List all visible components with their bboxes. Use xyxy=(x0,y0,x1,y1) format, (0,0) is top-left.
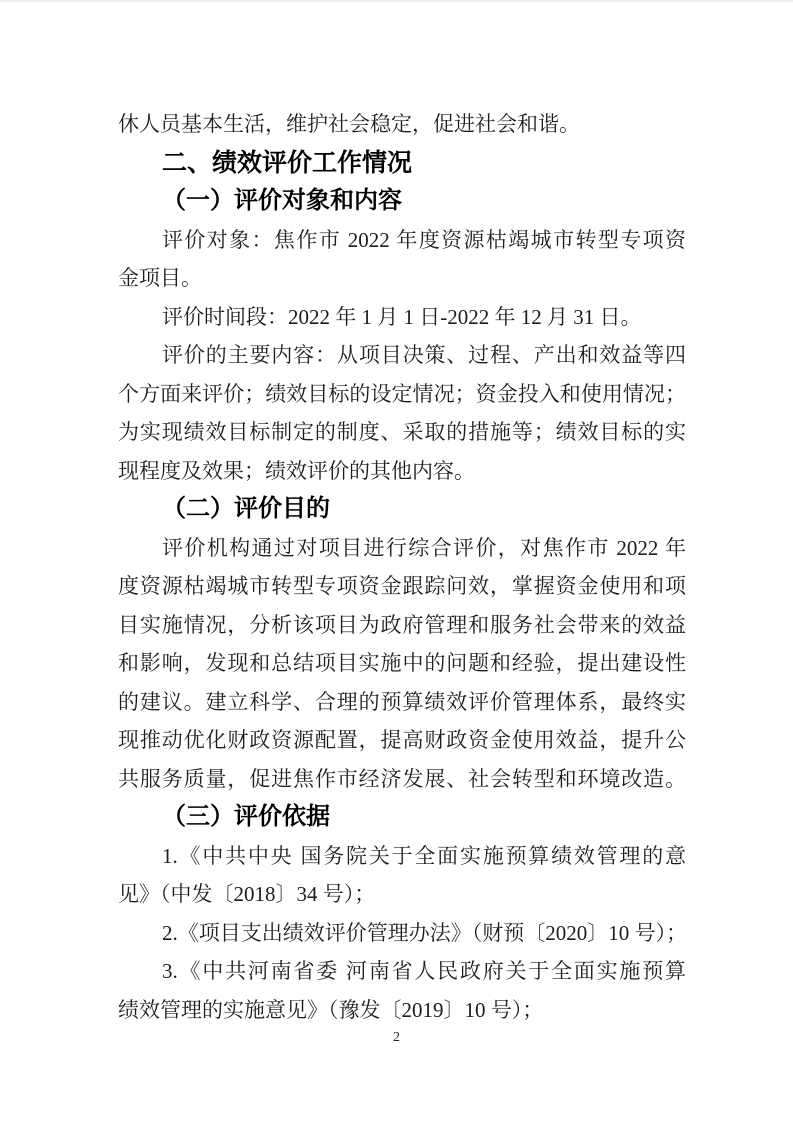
subsection-heading: （一）评价对象和内容 xyxy=(162,188,402,214)
subsection-heading: （三）评价依据 xyxy=(162,804,330,830)
text-line: 现推动优化财政资源配置，提高财政资金使用效益，提升公 xyxy=(118,728,686,752)
document-body xyxy=(118,105,686,1029)
text-line: 绩效管理的实施意见》（豫发〔2019〕10 号）； xyxy=(118,997,544,1022)
text-line: 度资源枯竭城市转型专项资金跟踪问效，掌握资金使用和项 xyxy=(118,574,686,598)
text-line: 3.《中共河南省委 河南省人民政府关于全面实施预算 xyxy=(162,959,686,983)
text-line: 评价机构通过对项目进行综合评价，对焦作市 2022 年 xyxy=(162,535,686,560)
text-line: 目实施情况，分析该项目为政府管理和服务社会带来的效益 xyxy=(118,612,686,637)
text-line: 金项目。 xyxy=(118,266,202,290)
text-line: 为实现绩效目标制定的制度、采取的措施等；绩效目标的实 xyxy=(118,420,686,444)
page-number: 2 xyxy=(393,1030,400,1045)
text-line: 休人员基本生活，维护社会稳定，促进社会和谐。 xyxy=(118,112,580,136)
text-line: 个方面来评价；绩效目标的设定情况；资金投入和使用情况； xyxy=(118,381,686,406)
text-line: 现程度及效果；绩效评价的其他内容。 xyxy=(118,458,475,483)
text-line: 和影响，发现和总结项目实施中的问题和经验，提出建设性 xyxy=(118,651,686,675)
subsection-heading: （二）评价目的 xyxy=(162,496,330,522)
text-line: 评价时间段：2022 年 1 月 1 日-2022 年 12 月 31 日。 xyxy=(162,304,642,329)
text-line: 评价的主要内容：从项目决策、过程、产出和效益等四 xyxy=(162,343,686,367)
section-heading: 二、绩效评价工作情况 xyxy=(162,148,413,177)
text-line: 2.《项目支出绩效评价管理办法》（财预〔2020〕10 号）； xyxy=(162,920,687,945)
text-line: 的建议。建立科学、合理的预算绩效评价管理体系，最终实 xyxy=(118,689,686,714)
text-line: 评价对象：焦作市 2022 年度资源枯竭城市转型专项资 xyxy=(162,227,686,252)
text-line: 共服务质量，促进焦作市经济发展、社会转型和环境改造。 xyxy=(118,766,686,791)
text-line: 见》（中发〔2018〕34 号）； xyxy=(118,882,376,906)
text-line: 1.《中共中央 国务院关于全面实施预算绩效管理的意 xyxy=(162,843,686,868)
